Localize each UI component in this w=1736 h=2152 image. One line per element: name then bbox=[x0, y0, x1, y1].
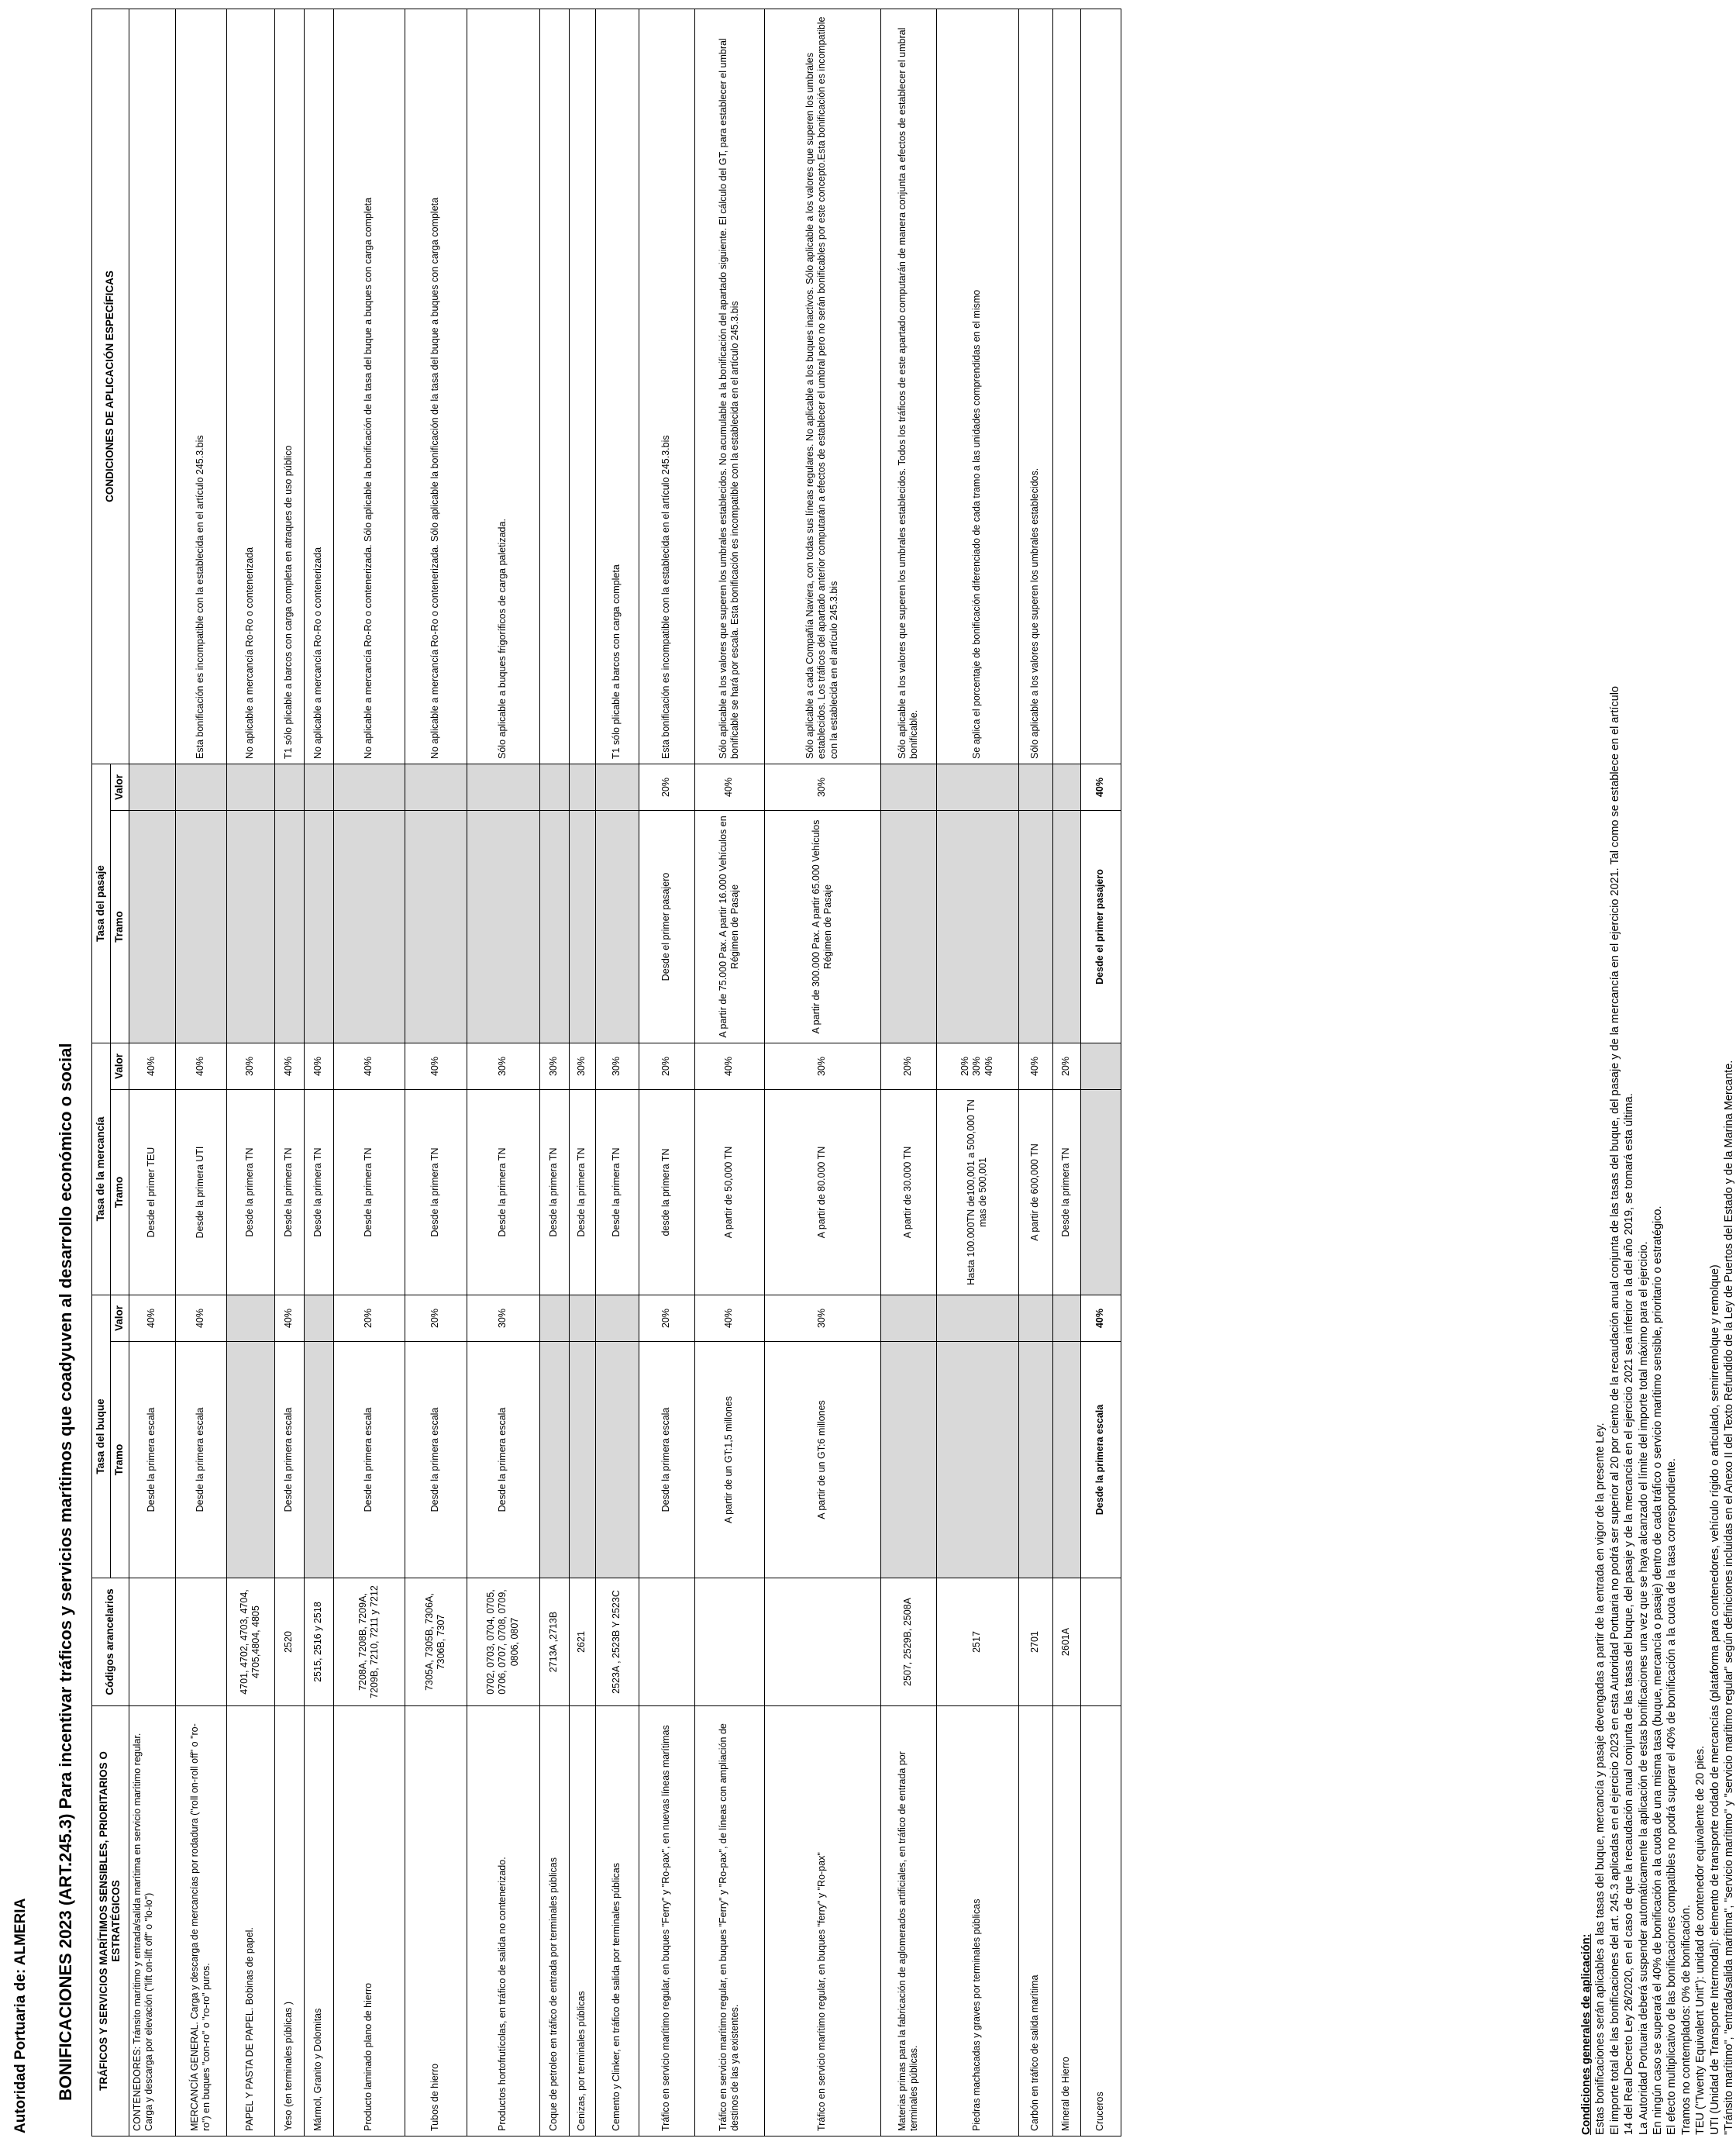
condition-line: 14 del Real Decreto Ley 26/2020, en el caso de que la recaudación anual conjunta de las tasas del buque, del pasaje y de la mercancía en el ejercicio 2021 sea inferior a la del año 2019, se tomará esta última. bbox=[1623, 1093, 1636, 2135]
pax-tramo-cell: A partir de 75.000 Pax. A partir 16.000 Vehículos en Régimen de Pasaje bbox=[694, 811, 764, 1043]
pax-value-cell bbox=[1018, 764, 1052, 811]
ship-value-cell bbox=[936, 1295, 1018, 1342]
header-passenger-fee: Tasa del pasaje bbox=[92, 764, 111, 1043]
subheader-tramo: Tramo bbox=[110, 811, 129, 1043]
code-cell: 2507, 2529B, 2508A bbox=[880, 1578, 936, 1706]
general-conditions bbox=[1579, 11, 1736, 2135]
goods-value-cell: 40% bbox=[333, 1043, 405, 1090]
pax-value-cell: 40% bbox=[694, 764, 764, 811]
header-goods-fee: Tasa de la mercancía bbox=[92, 1043, 111, 1295]
pax-value-cell bbox=[226, 764, 274, 811]
goods-value-cell: 40% bbox=[405, 1043, 467, 1090]
ship-value-cell: 30% bbox=[467, 1295, 539, 1342]
table-row bbox=[764, 9, 880, 2136]
ship-tramo-cell bbox=[304, 1342, 333, 1578]
ship-value-cell bbox=[1052, 1295, 1080, 1342]
conditions-cell bbox=[1052, 9, 1080, 764]
pax-tramo-cell bbox=[539, 811, 569, 1043]
ship-tramo-cell: Desde la primera escala bbox=[129, 1342, 175, 1578]
pax-tramo-cell bbox=[1052, 811, 1080, 1043]
ship-tramo-cell bbox=[1052, 1342, 1080, 1578]
ship-value-cell: 40% bbox=[274, 1295, 304, 1342]
code-cell: 7305A, 7305B, 7306A, 7306B, 7307 bbox=[405, 1578, 467, 1706]
page-title: BONIFICACIONES 2023 (ART.245.3) Para incentivar tráficos y servicios marítimos que coadyuven al desarrollo económico o social bbox=[56, 1043, 75, 2101]
table-row bbox=[1018, 9, 1052, 2136]
conditions-cell: Sólo aplicable a los valores que superen los umbrales establecidos. Todos los tráficos de este apartado computarán de manera conjunta a efectos de establecer el umbral bonificable. bbox=[880, 9, 936, 764]
pax-tramo-cell bbox=[467, 811, 539, 1043]
traffic-cell: Productos hortofrutícolas, en tráfico de salida no contenerizado. bbox=[467, 1706, 539, 2136]
table-row bbox=[405, 9, 467, 2136]
table-row bbox=[274, 9, 304, 2136]
pax-tramo-cell bbox=[405, 811, 467, 1043]
condition-line: La Autoridad Portuaria deberá suspender automáticamente la aplicación de estas bonificaciones una vez que se haya alcanzado el límite del importe total máximo para el ejercicio. bbox=[1637, 1241, 1650, 2135]
ship-value-cell bbox=[539, 1295, 569, 1342]
conditions-cell: Esta bonificación es incompatible con la establecida en el artículo 245.3.bis bbox=[175, 9, 226, 764]
pax-tramo-cell bbox=[569, 811, 595, 1043]
ship-value-cell: 40% bbox=[175, 1295, 226, 1342]
table-row bbox=[333, 9, 405, 2136]
conditions-cell: T1 sólo plicable a barcos con carga completa en atraques de uso público bbox=[274, 9, 304, 764]
conditions-cell bbox=[569, 9, 595, 764]
goods-tramo-cell: A partir de 600,000 TN bbox=[1018, 1090, 1052, 1295]
table-row bbox=[569, 9, 595, 2136]
ship-tramo-cell: Desde la primera escala bbox=[467, 1342, 539, 1578]
ship-tramo-cell bbox=[595, 1342, 639, 1578]
conditions-cell: No aplicable a mercancía Ro-Ro o contenerizada. Sólo aplicable la bonificación de la tasa del buque a buques con carga completa bbox=[333, 9, 405, 764]
pax-tramo-cell: A partir de 300.000 Pax. A partir 65.000 Vehículos Régimen de Pasaje bbox=[764, 811, 880, 1043]
traffic-cell: Tráfico en servicio marítimo regular, en buques "Ferry" y "Ro-pax", en nuevas líneas marítimas bbox=[639, 1706, 694, 2136]
traffic-cell: Mármol, Granito y Dolomitas bbox=[304, 1706, 333, 2136]
pax-tramo-cell bbox=[274, 811, 304, 1043]
goods-tramo-cell: Desde la primera TN bbox=[595, 1090, 639, 1295]
pax-value-cell bbox=[274, 764, 304, 811]
conditions-cell bbox=[539, 9, 569, 764]
code-cell: 4701, 4702, 4703, 4704, 4705,4804, 4805 bbox=[226, 1578, 274, 1706]
conditions-cell: T1 sólo plicable a barcos con carga completa bbox=[595, 9, 639, 764]
table-row bbox=[1080, 9, 1121, 2136]
table-row bbox=[129, 9, 175, 2136]
ship-value-cell: 30% bbox=[764, 1295, 880, 1342]
traffic-cell: MERCANCÍA GENERAL. Carga y descarga de mercancías por rodadura ("roll on-roll off" o "ro-ro") en buques "con-ro" o "ro-ro" puros. bbox=[175, 1706, 226, 2136]
traffic-cell: PAPEL Y PASTA DE PAPEL. Bobinas de papel. bbox=[226, 1706, 274, 2136]
code-cell: 2520 bbox=[274, 1578, 304, 1706]
table-row bbox=[639, 9, 694, 2136]
conditions-cell: No aplicable a mercancía Ro-Ro o contenerizada bbox=[304, 9, 333, 764]
ship-value-cell bbox=[304, 1295, 333, 1342]
table-row bbox=[175, 9, 226, 2136]
traffic-cell: Cruceros bbox=[1080, 1706, 1121, 2136]
subheader-valor: Valor bbox=[110, 1043, 129, 1090]
traffic-cell: Mineral de Hierro bbox=[1052, 1706, 1080, 2136]
ship-tramo-cell: A partir de un GT:1,5 millones bbox=[694, 1342, 764, 1578]
ship-value-cell bbox=[569, 1295, 595, 1342]
table-body bbox=[129, 9, 1121, 2136]
pax-tramo-cell bbox=[333, 811, 405, 1043]
header-traffic: TRÁFICOS Y SERVICIOS MARÍTIMOS SENSIBLES, PRIORITARIOS O ESTRATÉGICOS bbox=[92, 1706, 129, 2136]
goods-tramo-cell: Hasta 100.000TN de100,001 a 500,000 TN mas de 500,001 bbox=[936, 1090, 1018, 1295]
subheader-tramo: Tramo bbox=[110, 1090, 129, 1295]
conditions-cell: Sólo aplicable a buques frigoríficos de carga paletizada. bbox=[467, 9, 539, 764]
table-row bbox=[936, 9, 1018, 2136]
pax-tramo-cell: Desde el primer pasajero bbox=[639, 811, 694, 1043]
condition-line: El efecto multiplicativo de las bonificaciones compatibles no podrá superar el 40% de bonificación a la cuota de la tasa correspondiente. bbox=[1665, 1458, 1679, 2135]
pax-tramo-cell bbox=[226, 811, 274, 1043]
goods-value-cell bbox=[1080, 1043, 1121, 1090]
condition-line: Estas bonificaciones serán aplicables a las tasas del buque, mercancía y pasaje devengadas a partir de la entrada en vigor de la presente Ley. bbox=[1594, 1423, 1607, 2135]
goods-value-cell: 30% bbox=[467, 1043, 539, 1090]
header-row bbox=[92, 9, 111, 2136]
code-cell: 2523A , 2523B Y 2523C bbox=[595, 1578, 639, 1706]
code-cell bbox=[129, 1578, 175, 1706]
conditions-cell: Esta bonificación es incompatible con la establecida en el artículo 245.3.bis bbox=[639, 9, 694, 764]
goods-tramo-cell: A partir de 50,000 TN bbox=[694, 1090, 764, 1295]
pax-tramo-cell: Desde el primer pasajero bbox=[1080, 811, 1121, 1043]
ship-tramo-cell bbox=[569, 1342, 595, 1578]
ship-value-cell bbox=[880, 1295, 936, 1342]
traffic-cell: Piedras machacadas y graves por terminales públicas bbox=[936, 1706, 1018, 2136]
goods-tramo-cell: Desde la primera TN bbox=[274, 1090, 304, 1295]
ship-tramo-cell: Desde la primera escala bbox=[639, 1342, 694, 1578]
goods-tramo-cell: Desde la primera TN bbox=[333, 1090, 405, 1295]
goods-tramo-cell: desde la primera TN bbox=[639, 1090, 694, 1295]
pax-value-cell bbox=[595, 764, 639, 811]
ship-tramo-cell: Desde la primera escala bbox=[175, 1342, 226, 1578]
traffic-cell: Cenizas, por terminales públicas bbox=[569, 1706, 595, 2136]
goods-tramo-cell: A partir de 30.000 TN bbox=[880, 1090, 936, 1295]
table-row bbox=[467, 9, 539, 2136]
traffic-cell: Tráfico en servicio marítimo regular, en buques "ferry" y "Ro-pax" bbox=[764, 1706, 880, 2136]
ship-tramo-cell bbox=[1018, 1342, 1052, 1578]
pax-tramo-cell bbox=[129, 811, 175, 1043]
goods-tramo-cell: Desde la primera TN bbox=[304, 1090, 333, 1295]
traffic-cell: CONTENEDORES: Tránsito marítimo y entrada/salida marítima en servicio marítimo regular. Carga y descarga por elevación ("lift on-lift off" o "lo-lo") bbox=[129, 1706, 175, 2136]
traffic-cell: Yeso (en terminales públicas ) bbox=[274, 1706, 304, 2136]
pax-tramo-cell bbox=[1018, 811, 1052, 1043]
condition-line: UTI (Unidad de Transporte Intermodal): elemento de transporte rodado de mercancías (plataforma para contenedores, vehículo rígido o articulado, semirremolque y remolque) bbox=[1708, 1264, 1721, 2135]
code-cell: 2601A bbox=[1052, 1578, 1080, 1706]
authority-title: Autoridad Portuaria de: ALMERIA bbox=[12, 1898, 29, 2133]
goods-value-cell: 40% bbox=[175, 1043, 226, 1090]
goods-value-cell: 30% bbox=[764, 1043, 880, 1090]
goods-tramo-cell: Desde la primera TN bbox=[405, 1090, 467, 1295]
pax-tramo-cell bbox=[304, 811, 333, 1043]
pax-value-cell: 30% bbox=[764, 764, 880, 811]
goods-value-cell: 40% bbox=[304, 1043, 333, 1090]
code-cell bbox=[764, 1578, 880, 1706]
table-row bbox=[880, 9, 936, 2136]
table-row bbox=[226, 9, 274, 2136]
conditions-cell bbox=[1080, 9, 1121, 764]
conditions-cell: Sólo aplicable a los valores que superen los umbrales establecidos. No acumulable a la bonificación del apartado siguiente. El cálculo del GT, para establecer el umbral bonificable se hará por escala. Esta bonificación es incompatible con la establecida en el artículo 245.3.bis bbox=[694, 9, 764, 764]
goods-tramo-cell: Desde la primera TN bbox=[539, 1090, 569, 1295]
code-cell: 2515, 2516 y 2518 bbox=[304, 1578, 333, 1706]
condition-line: El importe total de las bonificaciones del art. 245.3 aplicadas en el ejercicio 2023 en esta Autoridad Portuaria no podrá ser superior al 20 por ciento de la recaudación anual conjunta de las tasas del buque, del pasaje y de la mercancía en el ejercicio 2021. Tal como se establece en el artículo bbox=[1608, 686, 1621, 2135]
goods-tramo-cell: Desde la primera TN bbox=[1052, 1090, 1080, 1295]
goods-value-cell: 40% bbox=[694, 1043, 764, 1090]
goods-tramo-cell: A partir de 80.000 TN bbox=[764, 1090, 880, 1295]
header-conditions: CONDICIONES DE APLICACIÓN ESPECÍFICAS bbox=[92, 9, 129, 764]
general-conditions-title: Condiciones generales de aplicación: bbox=[1580, 1933, 1593, 2135]
pax-value-cell: 40% bbox=[1080, 764, 1121, 811]
ship-value-cell: 40% bbox=[129, 1295, 175, 1342]
table-row bbox=[539, 9, 569, 2136]
ship-tramo-cell bbox=[226, 1342, 274, 1578]
pax-value-cell: 20% bbox=[639, 764, 694, 811]
table-row bbox=[1052, 9, 1080, 2136]
code-cell: 2713A ,2713B bbox=[539, 1578, 569, 1706]
ship-value-cell: 20% bbox=[639, 1295, 694, 1342]
conditions-cell: Sólo aplicable a cada Compañía Naviera, con todas sus líneas regulares. No aplicable a los buques inactivos. Sólo aplicable a los valores que superen los umbrales establecidos. Los tráficos del apartado anterior computarán a efectos de establecer el umbral pero no serán bonificables por este concepto.Esta bonificación es incompatible con la establecida en el artículo 245.3.bis bbox=[764, 9, 880, 764]
goods-tramo-cell: Desde la primera TN bbox=[569, 1090, 595, 1295]
goods-value-cell: 20% bbox=[639, 1043, 694, 1090]
subheader-tramo: Tramo bbox=[110, 1342, 129, 1578]
subheader-valor: Valor bbox=[110, 1295, 129, 1342]
conditions-cell: No aplicable a mercancía Ro-Ro o contenerizada bbox=[226, 9, 274, 764]
condition-line: "Tránsito marítimo", "entrada/salida marítima", "servicio marítimo" y "servicio marítimo regular" según definiciones incluidas en el Anexo II del Texto Refundido de la Ley de Puertos del Estado y de la Marina Mercante. bbox=[1723, 1060, 1736, 2135]
pax-value-cell bbox=[936, 764, 1018, 811]
pax-value-cell bbox=[333, 764, 405, 811]
traffic-cell: Tráfico en servicio marítimo regular, en buques "Ferry" y "Ro-pax", de líneas con ampliación de destinos de las ya existentes. bbox=[694, 1706, 764, 2136]
traffic-cell: Producto laminado plano de hierro bbox=[333, 1706, 405, 2136]
ship-tramo-cell: Desde la primera escala bbox=[274, 1342, 304, 1578]
code-cell: 2701 bbox=[1018, 1578, 1052, 1706]
ship-value-cell: 40% bbox=[1080, 1295, 1121, 1342]
goods-value-cell: 20% 30% 40% bbox=[936, 1043, 1018, 1090]
pax-tramo-cell bbox=[936, 811, 1018, 1043]
pax-value-cell bbox=[405, 764, 467, 811]
pax-value-cell bbox=[129, 764, 175, 811]
header-ship-fee: Tasa del buque bbox=[92, 1295, 111, 1578]
ship-tramo-cell: Desde la primera escala bbox=[333, 1342, 405, 1578]
goods-tramo-cell: Desde el primer TEU bbox=[129, 1090, 175, 1295]
pax-value-cell bbox=[569, 764, 595, 811]
code-cell: 2517 bbox=[936, 1578, 1018, 1706]
table-row bbox=[304, 9, 333, 2136]
traffic-cell: Tubos de hierro bbox=[405, 1706, 467, 2136]
goods-value-cell: 40% bbox=[274, 1043, 304, 1090]
goods-value-cell: 40% bbox=[1018, 1043, 1052, 1090]
code-cell: 0702, 0703, 0704, 0705, 0706, 0707, 0708, 0709, 0806, 0807 bbox=[467, 1578, 539, 1706]
code-cell bbox=[639, 1578, 694, 1706]
conditions-cell bbox=[129, 9, 175, 764]
goods-tramo-cell bbox=[1080, 1090, 1121, 1295]
goods-value-cell: 30% bbox=[569, 1043, 595, 1090]
goods-value-cell: 30% bbox=[226, 1043, 274, 1090]
ship-tramo-cell: Desde la primera escala bbox=[405, 1342, 467, 1578]
conditions-cell: Sólo aplicable a los valores que superen los umbrales establecidos. bbox=[1018, 9, 1052, 764]
condition-line: TEU ("Twenty Equivalent Unit"): unidad de contenedor equivalente de 20 pies. bbox=[1694, 1746, 1707, 2135]
goods-value-cell: 30% bbox=[595, 1043, 639, 1090]
traffic-cell: Carbón en tráfico de salida marítima bbox=[1018, 1706, 1052, 2136]
ship-value-cell: 20% bbox=[405, 1295, 467, 1342]
pax-tramo-cell bbox=[880, 811, 936, 1043]
bonus-table bbox=[91, 9, 1121, 2136]
ship-value-cell: 40% bbox=[694, 1295, 764, 1342]
code-cell bbox=[1080, 1578, 1121, 1706]
ship-tramo-cell: A partir de un GT:6 millones bbox=[764, 1342, 880, 1578]
pax-value-cell bbox=[175, 764, 226, 811]
traffic-cell: Coque de petroleo en tráfico de entrada por terminales públicas bbox=[539, 1706, 569, 2136]
pax-tramo-cell bbox=[175, 811, 226, 1043]
ship-tramo-cell bbox=[880, 1342, 936, 1578]
code-cell: 7208A, 7208B, 7209A, 7209B, 7210, 7211 y 7212 bbox=[333, 1578, 405, 1706]
ship-tramo-cell bbox=[936, 1342, 1018, 1578]
goods-value-cell: 20% bbox=[880, 1043, 936, 1090]
pax-value-cell bbox=[880, 764, 936, 811]
conditions-cell: No aplicable a mercancía Ro-Ro o contenerizada. Sólo aplicable la bonificación de la tasa del buque a buques con carga completa bbox=[405, 9, 467, 764]
goods-tramo-cell: Desde la primera UTI bbox=[175, 1090, 226, 1295]
condition-line: En ningún caso se superará el 40% de bonificación a la cuota de una misma tasa (buque, mercancía o pasaje) dentro de cada tráfico o servicio marítimo sensible, prioritario o estratégico. bbox=[1652, 1205, 1665, 2135]
header-codes: Códigos arancelarios bbox=[92, 1578, 129, 1706]
goods-tramo-cell: Desde la primera TN bbox=[467, 1090, 539, 1295]
code-cell: 2621 bbox=[569, 1578, 595, 1706]
ship-tramo-cell bbox=[539, 1342, 569, 1578]
code-cell bbox=[175, 1578, 226, 1706]
pax-value-cell bbox=[539, 764, 569, 811]
goods-tramo-cell: Desde la primera TN bbox=[226, 1090, 274, 1295]
code-cell bbox=[694, 1578, 764, 1706]
pax-value-cell bbox=[304, 764, 333, 811]
table-row bbox=[694, 9, 764, 2136]
subheader-valor: Valor bbox=[110, 764, 129, 811]
table-row bbox=[595, 9, 639, 2136]
traffic-cell: Materias primas para la fabricación de aglomerados artificiales, en tráfico de entrada por terminales públicas. bbox=[880, 1706, 936, 2136]
condition-line: Tramos no contemplados: 0% de bonificación. bbox=[1679, 1905, 1693, 2135]
ship-value-cell bbox=[595, 1295, 639, 1342]
conditions-cell: Se aplica el porcentaje de bonificación diferenciado de cada tramo a las unidades comprendidas en el mismo bbox=[936, 9, 1018, 764]
ship-value-cell bbox=[1018, 1295, 1052, 1342]
traffic-cell: Cemento y Clinker, en tráfico de salida por terminales públicas bbox=[595, 1706, 639, 2136]
goods-value-cell: 20% bbox=[1052, 1043, 1080, 1090]
ship-value-cell: 20% bbox=[333, 1295, 405, 1342]
pax-value-cell bbox=[467, 764, 539, 811]
pax-value-cell bbox=[1052, 764, 1080, 811]
ship-tramo-cell: Desde la primera escala bbox=[1080, 1342, 1121, 1578]
goods-value-cell: 30% bbox=[539, 1043, 569, 1090]
goods-value-cell: 40% bbox=[129, 1043, 175, 1090]
ship-value-cell bbox=[226, 1295, 274, 1342]
pax-tramo-cell bbox=[595, 811, 639, 1043]
